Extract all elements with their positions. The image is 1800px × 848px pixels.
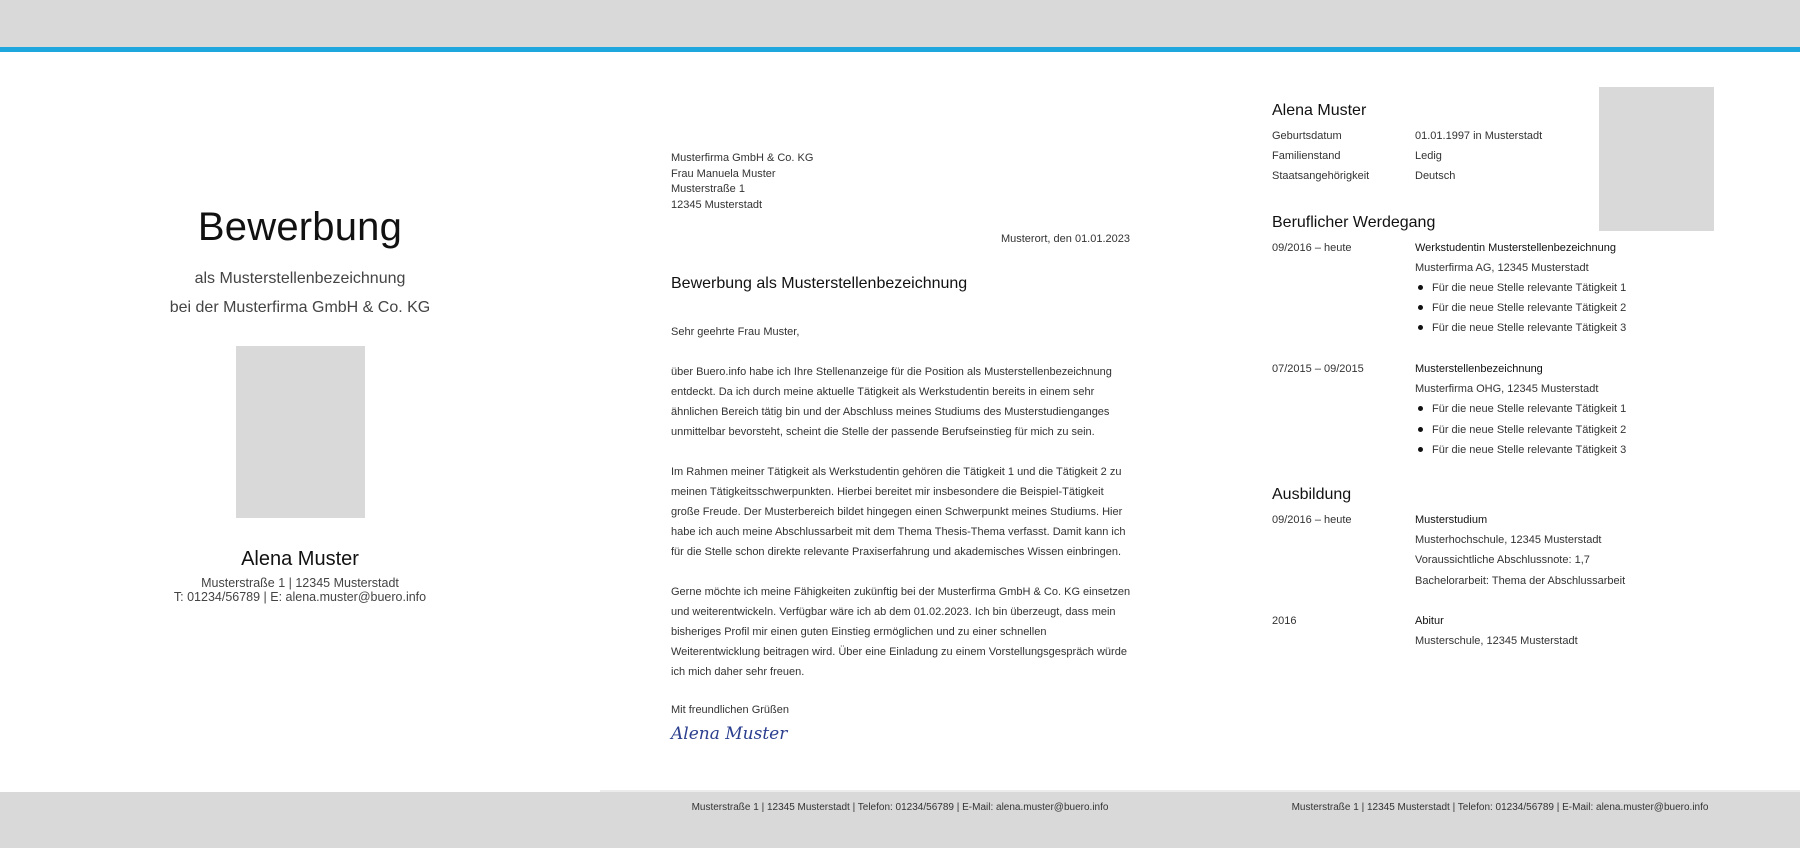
- bullet-icon: [1418, 305, 1423, 310]
- cover-subtitle-company: bei der Musterfirma GmbH & Co. KG: [169, 299, 431, 316]
- bullet-icon: [1418, 427, 1423, 432]
- career-bullet: [1415, 322, 1626, 334]
- education-title: Abitur: [1415, 615, 1444, 627]
- cover-address: Musterstraße 1 | 12345 Musterstadt: [201, 576, 399, 590]
- cv-photo-placeholder: [1599, 87, 1714, 231]
- career-period: 09/2016 – heute: [1272, 242, 1352, 254]
- letter-closing: Mit freundlichen Grüßen: [671, 704, 789, 716]
- bullet-icon: [1418, 406, 1423, 411]
- career-bullet-text: Für die neue Stelle relevante Tätigkeit 1: [1432, 282, 1627, 294]
- personal-label: Familienstand: [1272, 150, 1341, 162]
- letter-paragraph-1: über Buero.info habe ich Ihre Stellenanzeige für die Position als Musterstellenbezeichnung entdeckt. Da ich durch meine aktuelle Tätigkeit als Werkstudentin bereits in einem sehr ähnlichen Bereich tätig bin und der Abschluss meines Studiums des Musterstudienganges unmittelbar bevorsteht, scheint die Stelle der passende Berufseinstieg für mich zu sein.: [671, 366, 1112, 438]
- career-bullet: [1415, 444, 1626, 456]
- career-bullet-text: Für die neue Stelle relevante Tätigkeit 2: [1432, 302, 1627, 314]
- career-period: 07/2015 – 09/2015: [1272, 363, 1364, 375]
- letter-subject: Bewerbung als Musterstellenbezeichnung: [671, 275, 968, 292]
- recipient-person: Frau Manuela Muster: [671, 167, 776, 180]
- education-heading: Ausbildung: [1272, 486, 1352, 503]
- career-bullet-text: Für die neue Stelle relevante Tätigkeit 3: [1432, 444, 1627, 456]
- career-bullet: [1415, 302, 1626, 314]
- education-line: Musterschule, 12345 Musterstadt: [1415, 635, 1578, 647]
- education-line: Musterhochschule, 12345 Musterstadt: [1415, 534, 1602, 546]
- cover-page: [0, 52, 600, 792]
- cv-page: [1200, 52, 1800, 813]
- cover-photo-placeholder: [236, 346, 365, 518]
- personal-label: Staatsangehörigkeit: [1272, 170, 1370, 182]
- personal-value: Ledig: [1415, 150, 1442, 162]
- letter-footer: Musterstraße 1 | 12345 Musterstadt | Telefon: 01234/56789 | E-Mail: alena.muster@buero.info: [691, 802, 1109, 813]
- career-bullet: [1415, 282, 1626, 294]
- letter-salutation: Sehr geehrte Frau Muster,: [671, 326, 800, 338]
- career-bullet-text: Für die neue Stelle relevante Tätigkeit 1: [1432, 403, 1627, 415]
- education-title: Musterstudium: [1415, 514, 1488, 526]
- personal-value: Deutsch: [1415, 170, 1456, 182]
- cover-title: Bewerbung: [197, 205, 403, 249]
- recipient-street: Musterstraße 1: [671, 183, 745, 195]
- career-bullet: [1415, 424, 1626, 436]
- career-bullet-text: Für die neue Stelle relevante Tätigkeit 3: [1432, 322, 1627, 334]
- education-period: 09/2016 – heute: [1272, 514, 1352, 526]
- cover-name: Alena Muster: [241, 548, 359, 570]
- career-bullet-text: Für die neue Stelle relevante Tätigkeit 2: [1432, 424, 1627, 436]
- education-line: Bachelorarbeit: Thema der Abschlussarbeit: [1415, 575, 1626, 587]
- signature: Alena Muster: [671, 724, 788, 744]
- cover-contact: T: 01234/56789 | E: alena.muster@buero.info: [173, 590, 427, 604]
- letter-paragraph-3: Gerne möchte ich meine Fähigkeiten zukünftig bei der Musterfirma GmbH & Co. KG einsetzen und weiterentwickeln. Verfügbar wäre ich ab dem 01.02.2023. Ich bin überzeugt, dass mein bisheriges Profil mir einen guten Einstieg ermöglichen und zu einer schnellen Weiterentwicklung beitragen wird. Über eine Einladung zu einem Vorstellungsgespräch würde ich mich daher sehr freuen.: [671, 586, 1131, 678]
- career-company: Musterfirma AG, 12345 Musterstadt: [1415, 262, 1589, 274]
- bullet-icon: [1418, 325, 1423, 330]
- recipient-city: 12345 Musterstadt: [671, 198, 763, 211]
- cv-name: Alena Muster: [1272, 102, 1367, 119]
- education-period: 2016: [1272, 615, 1297, 627]
- letter-date: Musterort, den 01.01.2023: [1000, 233, 1130, 245]
- career-heading: Beruflicher Werdegang: [1272, 214, 1436, 231]
- bullet-icon: [1418, 447, 1423, 452]
- recipient-company: Musterfirma GmbH & Co. KG: [671, 152, 814, 164]
- career-company: Musterfirma OHG, 12345 Musterstadt: [1415, 383, 1599, 395]
- education-line: Voraussichtliche Abschlussnote: 1,7: [1415, 554, 1590, 566]
- cv-footer: Musterstraße 1 | 12345 Musterstadt | Telefon: 01234/56789 | E-Mail: alena.muster@buero.info: [1291, 802, 1709, 813]
- letter-page: [600, 52, 1200, 813]
- career-title: Musterstellenbezeichnung: [1415, 363, 1543, 375]
- bottom-band: [0, 792, 1800, 848]
- top-band: [0, 0, 1800, 48]
- recipient-address: [671, 151, 813, 213]
- personal-label: Geburtsdatum: [1272, 130, 1342, 142]
- career-title: Werkstudentin Musterstellenbezeichnung: [1415, 242, 1616, 254]
- personal-value: 01.01.1997 in Musterstadt: [1415, 130, 1543, 142]
- bullet-icon: [1418, 285, 1423, 290]
- career-bullet: [1415, 403, 1626, 415]
- cover-subtitle-position: als Musterstellenbezeichnung: [194, 270, 406, 287]
- letter-paragraph-2: Im Rahmen meiner Tätigkeit als Werkstudentin gehören die Tätigkeit 1 und die Tätigkeit 2 zu meinen Tätigkeitsschwerpunkten. Hierbei bereitet mir insbesondere die Beispiel-Tätigkeit große Freude. Der Musterbereich bildet hingegen einen Schwerpunkt meines Studiums. Hier habe ich auch meine Abschlussarbeit mit dem Thema Thesis-Thema verfasst. Damit kann ich für die Stelle schon direkte relevante Praxiserfahrung und akademisches Wissen einbringen.: [671, 466, 1126, 558]
